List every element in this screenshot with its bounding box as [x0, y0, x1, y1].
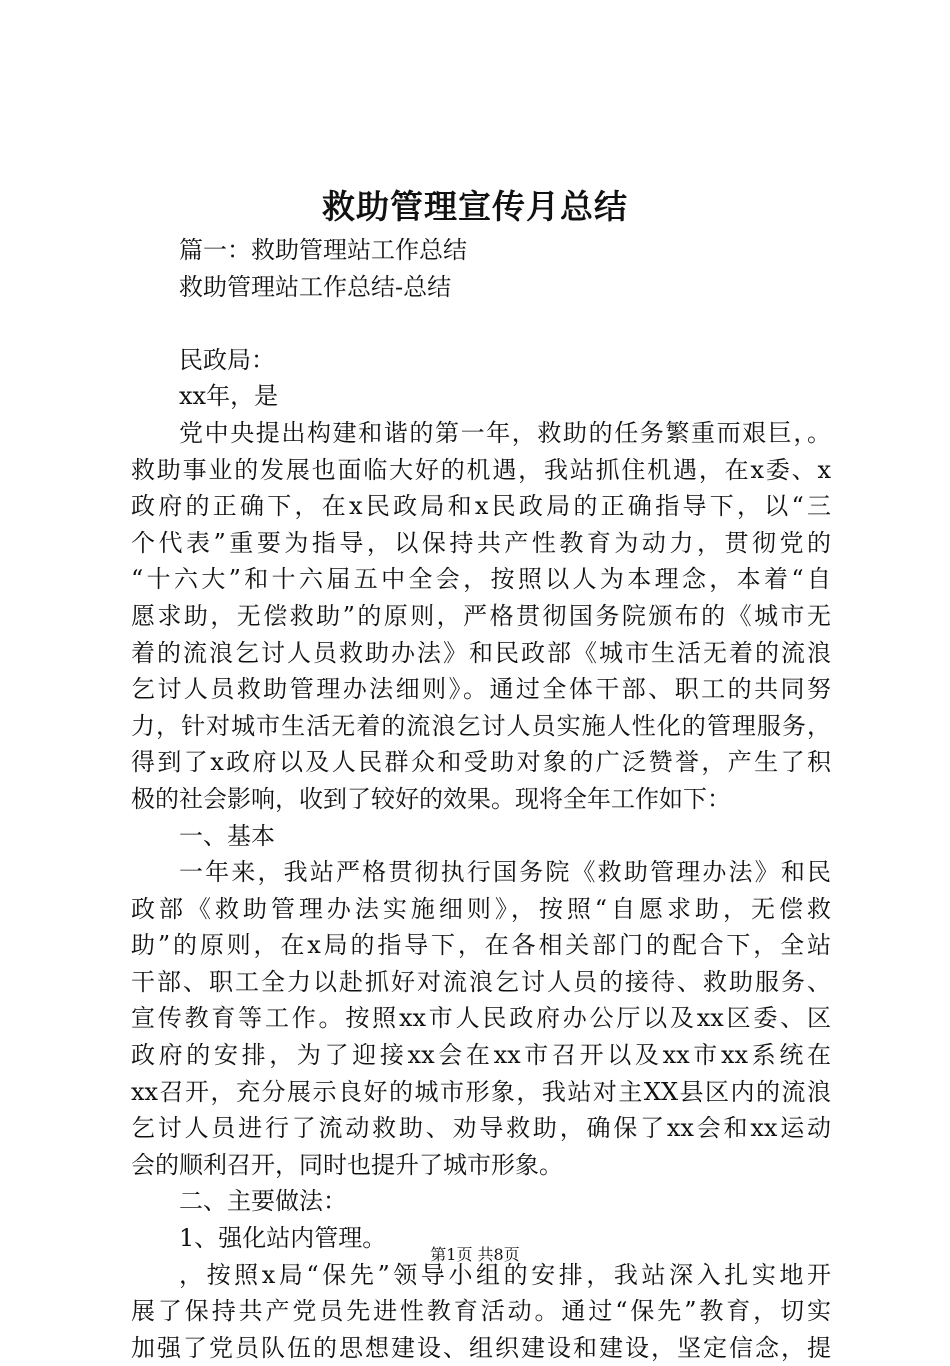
text-line: “十六大”和十六届五中全会，按照以人为本理念，本着“自: [131, 565, 831, 594]
text-line: 个代表”重要为指导，以保持共产性教育为动力，贯彻党的: [131, 528, 831, 557]
document-title: 救助管理宣传月总结: [322, 187, 628, 226]
text-line: 二、主要做法：: [179, 1187, 347, 1216]
text-line: 党中央提出构建和谐的第一年，救助的任务繁重而艰巨，。: [179, 418, 831, 447]
text-line: 会的顺利召开，同时也提升了城市形象。: [131, 1150, 563, 1179]
text-line: 愿求助，无偿救助”的原则，严格贯彻国务院颁布的《城市无: [131, 601, 831, 630]
text-line: 力，针对城市生活无着的流浪乞讨人员实施人性化的管理服务，: [131, 711, 831, 740]
blank-line: [131, 305, 831, 342]
text-line: 政部《救助管理办法实施细则》，按照“自愿求助，无偿救: [131, 894, 831, 923]
text-line: 得到了x政府以及人民群众和受助对象的广泛赞誉，产生了积: [131, 748, 831, 777]
text-line: 民政局：: [179, 345, 275, 374]
text-line: xx年，是: [179, 382, 279, 411]
text-line: 助”的原则，在x局的指导下，在各相关部门的配合下，全站: [131, 931, 831, 960]
text-line: 展了保持共产党员先进性教育活动。通过“保先”教育，切实: [131, 1297, 831, 1326]
text-line: 乞讨人员进行了流动救助、劝导救助，确保了xx会和xx运动: [131, 1114, 831, 1143]
text-line: 救助事业的发展也面临大好的机遇，我站抓住机遇，在x委、x: [131, 455, 831, 484]
page-footer: 第1页 共8页: [430, 1245, 520, 1264]
text-line: 加强了党员队伍的思想建设、组织建设和建设，坚定信念，提: [131, 1333, 831, 1362]
text-line: 宣传教育等工作。按照xx市人民政府办公厅以及xx区委、区: [131, 1004, 831, 1033]
text-line: 篇一：救助管理站工作总结: [179, 236, 467, 264]
text-line: 极的社会影响，收到了较好的效果。现将全年工作如下：: [131, 784, 731, 813]
text-line: 救助管理站工作总结-总结: [179, 272, 452, 301]
text-line: 乞讨人员救助管理办法细则》。通过全体干部、职工的共同努: [131, 675, 831, 704]
text-line: 干部、职工全力以赴抓好对流浪乞讨人员的接待、救助服务、: [131, 967, 831, 996]
document-body: [131, 232, 831, 1366]
text-line: ，按照x局“保先”领导小组的安排，我站深入扎实地开: [179, 1260, 831, 1289]
text-line: 政府的正确下，在x民政局和x民政局的正确指导下，以“三: [131, 492, 831, 521]
text-line: 一年来，我站严格贯彻执行国务院《救助管理办法》和民: [179, 858, 831, 887]
text-line: xx召开，充分展示良好的城市形象，我站对主XX县区内的流浪: [131, 1077, 831, 1106]
text-line: 一、基本: [179, 821, 275, 850]
text-line: 着的流浪乞讨人员救助办法》和民政部《城市生活无着的流浪: [131, 638, 831, 667]
text-line: 政府的安排，为了迎接xx会在xx市召开以及xx市xx系统在: [131, 1041, 831, 1070]
text-line: 1、强化站内管理。: [179, 1224, 387, 1253]
